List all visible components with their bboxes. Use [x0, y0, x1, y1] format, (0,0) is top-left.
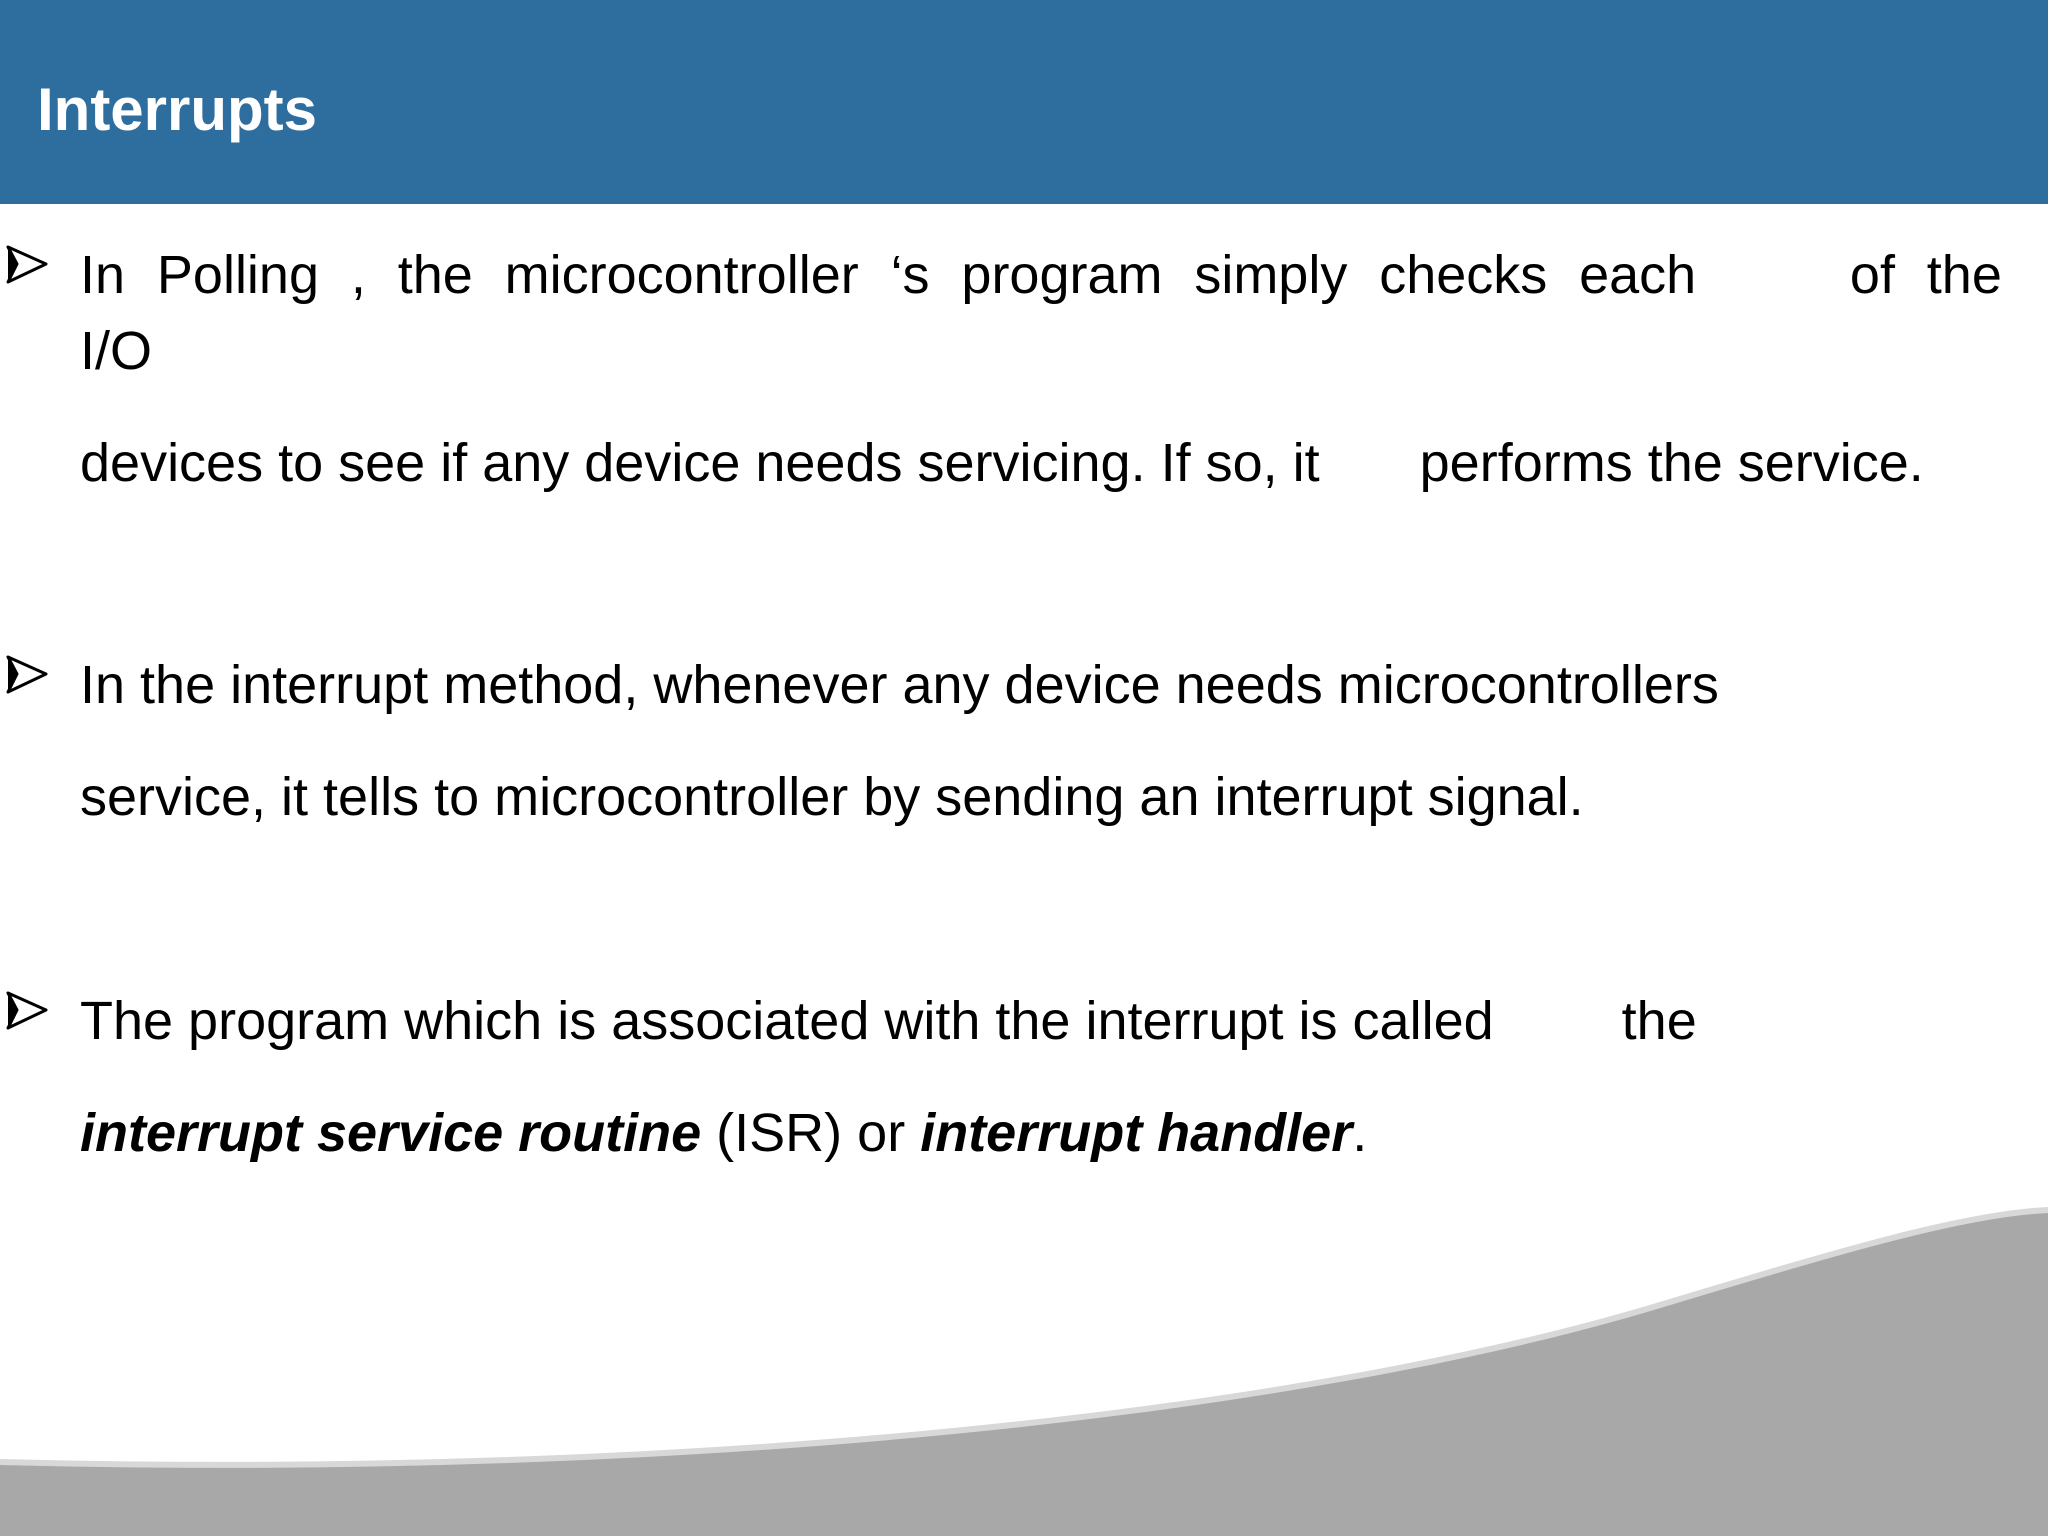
bullet-1-word: of — [1849, 245, 1895, 305]
bullet-3-line-2 — [80, 1100, 1367, 1166]
arrowhead-bullet-icon — [6, 654, 48, 696]
bullet-1-line-2-part-1: devices to see if any device needs servicing. If so, it — [80, 433, 1320, 493]
interrupt-handler-term: interrupt handler — [920, 1103, 1353, 1163]
bullet-1-line-2 — [80, 430, 1924, 496]
bullet-1-word: the — [397, 245, 473, 305]
bullet-1-word: In — [80, 245, 126, 305]
slide-title: Interrupts — [37, 76, 318, 143]
bullet-2-line-1: In the interrupt method, whenever any device needs microcontrollers — [80, 655, 1719, 715]
bullet-3-line-1-part-1: The program which is associated with the interrupt is called — [80, 991, 1494, 1051]
bullet-3-line-1-part-2: the — [1621, 991, 1697, 1051]
swoosh-shape — [0, 1210, 2048, 1536]
bullet-3-line-2-end: . — [1352, 1103, 1368, 1163]
bullet-2-line-2: service, it tells to microcontroller by sending an interrupt signal. — [80, 767, 1584, 827]
bullet-1-word: ‘s — [890, 245, 930, 305]
bullet-1-line-1-wrap: I/O — [80, 321, 153, 381]
bullet-1-word: Polling — [156, 245, 319, 305]
decorative-swoosh — [0, 1180, 2048, 1536]
arrowhead-bullet-icon — [6, 244, 48, 286]
bullet-1-word: each — [1579, 245, 1697, 305]
bullet-1-word: simply — [1194, 245, 1348, 305]
arrowhead-bullet-icon — [6, 990, 48, 1032]
isr-term: interrupt service routine — [80, 1103, 702, 1163]
bullet-1-line-2-part-2: performs the service. — [1419, 433, 1924, 493]
bullet-3-line-2-mid: (ISR) or — [701, 1103, 921, 1163]
bullet-3-line-1 — [80, 988, 1697, 1054]
bullet-1-gap — [1728, 242, 1818, 308]
bullet-1-word: microcontroller — [504, 245, 859, 305]
bullet-1-word: program — [961, 245, 1163, 305]
bullet-1-word: checks — [1379, 245, 1548, 305]
bullet-1-word: the — [1926, 245, 2002, 305]
bullet-1-word: , — [350, 245, 366, 305]
bullet-1-line-1 — [80, 242, 2002, 308]
